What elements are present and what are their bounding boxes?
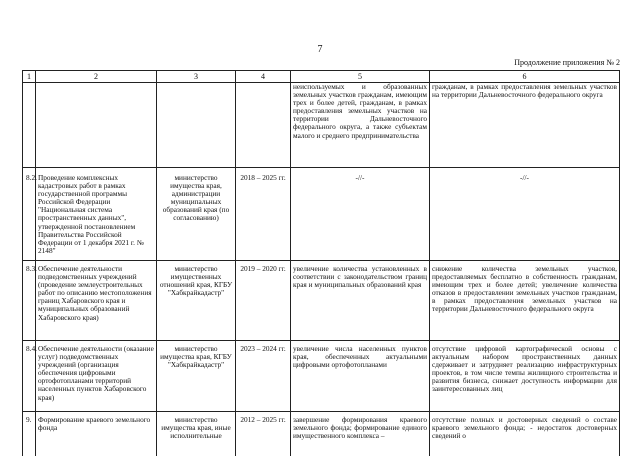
- consequence: отсутствие полных и достоверных сведений о составе краевого земельного фонда; - недостаток достоверных сведений о: [430, 412, 620, 456]
- row-number: [23, 83, 36, 168]
- table-row: [23, 412, 620, 456]
- row-number: 9.: [23, 412, 36, 456]
- measure-name: Обеспечение деятельности подведомственных учреждений (проведение землеустроительных работ по описанию местоположения границ Хабаровского края и муниципальных образований Хабаровского края): [36, 261, 157, 341]
- col-header-5: 5: [291, 71, 430, 83]
- expected-result: увеличение количества установленных в соответствии с законодательством границ края и муниципальных образований края: [291, 261, 430, 341]
- measure-name: Обеспечение деятельности (оказание услуг) подведомственных учреждений (организация обеспечения цифровыми ортофотопланами территорий населенных пунктов Хабаровского края): [36, 341, 157, 412]
- expected-result: -//-: [291, 168, 430, 261]
- col-header-4: 4: [236, 71, 291, 83]
- executor: [157, 83, 236, 168]
- executor: министерство имущественных отношений края, КГБУ "Хабкрайкадастр": [157, 261, 236, 341]
- table-row: [23, 83, 620, 168]
- period: 2019 – 2020 гг.: [236, 261, 291, 341]
- executor: министерство имущества края, КГБУ "Хабкрайкадастр": [157, 341, 236, 412]
- measure-name: [36, 83, 157, 168]
- row-number: 8.2.: [23, 168, 36, 261]
- consequence: гражданам, в рамках предоставления земельных участков на территории Дальневосточного федерального округа: [430, 83, 620, 168]
- col-header-6: 6: [430, 71, 620, 83]
- consequence: снижение количества земельных участков, предоставляемых бесплатно в собственность гражданам, имеющим трех и более детей; увеличение количества отказов в предоставлении земельных участков гражданам, в рамках предоставления земельных участков на территории Дальневосточного федерального округа: [430, 261, 620, 341]
- row-number: 8.3.: [23, 261, 36, 341]
- table-row: [23, 341, 620, 412]
- header-row: [23, 71, 620, 83]
- period: 2012 – 2025 гг.: [236, 412, 291, 456]
- col-header-2: 2: [36, 71, 157, 83]
- expected-result: увеличение числа населенных пунктов края, обеспеченных актуальными цифровыми ортофотопланами: [291, 341, 430, 412]
- col-header-1: 1: [23, 71, 36, 83]
- period: 2023 – 2024 гг.: [236, 341, 291, 412]
- continuation-label: Продолжение приложения № 2: [514, 58, 620, 67]
- measure-name: Проведение комплексных кадастровых работ в рамках государственной программы Российской Федерации "Национальная система пространственных данных", утвержденной постановлением Правительства Российской Федерации от 1 декабря 2021 г. № 2148": [36, 168, 157, 261]
- appendix-table: [22, 70, 620, 456]
- executor: министерство имущества края, администрации муниципальных образований края (по согласованию): [157, 168, 236, 261]
- row-number: 8.4.: [23, 341, 36, 412]
- expected-result: завершение формирования краевого земельного фонда; формирование единого имущественного комплекса –: [291, 412, 430, 456]
- period: 2018 – 2025 гг.: [236, 168, 291, 261]
- executor: министерство имущества края, иные исполнительные: [157, 412, 236, 456]
- consequence: отсутствие цифровой картографической основы с актуальным набором пространственных данных сдерживает и затрудняет реализацию инфраструктурных проектов, в том числе темпы жилищного строительства и развития бизнеса, снижает доступность информации для заинтересованных лиц: [430, 341, 620, 412]
- measure-name: Формирование краевого земельного фонда: [36, 412, 157, 456]
- expected-result: неиспользуемых и образованных земельных участков гражданам, имеющим трех и более детей, гражданам, в рамках предоставления земельных участков на территории Дальневосточного федерального округа, а также субъектам малого и среднего предпринимательства: [291, 83, 430, 168]
- col-header-3: 3: [157, 71, 236, 83]
- table-row: [23, 168, 620, 261]
- page-number: 7: [0, 44, 640, 55]
- consequence: -//-: [430, 168, 620, 261]
- period: [236, 83, 291, 168]
- table-row: [23, 261, 620, 341]
